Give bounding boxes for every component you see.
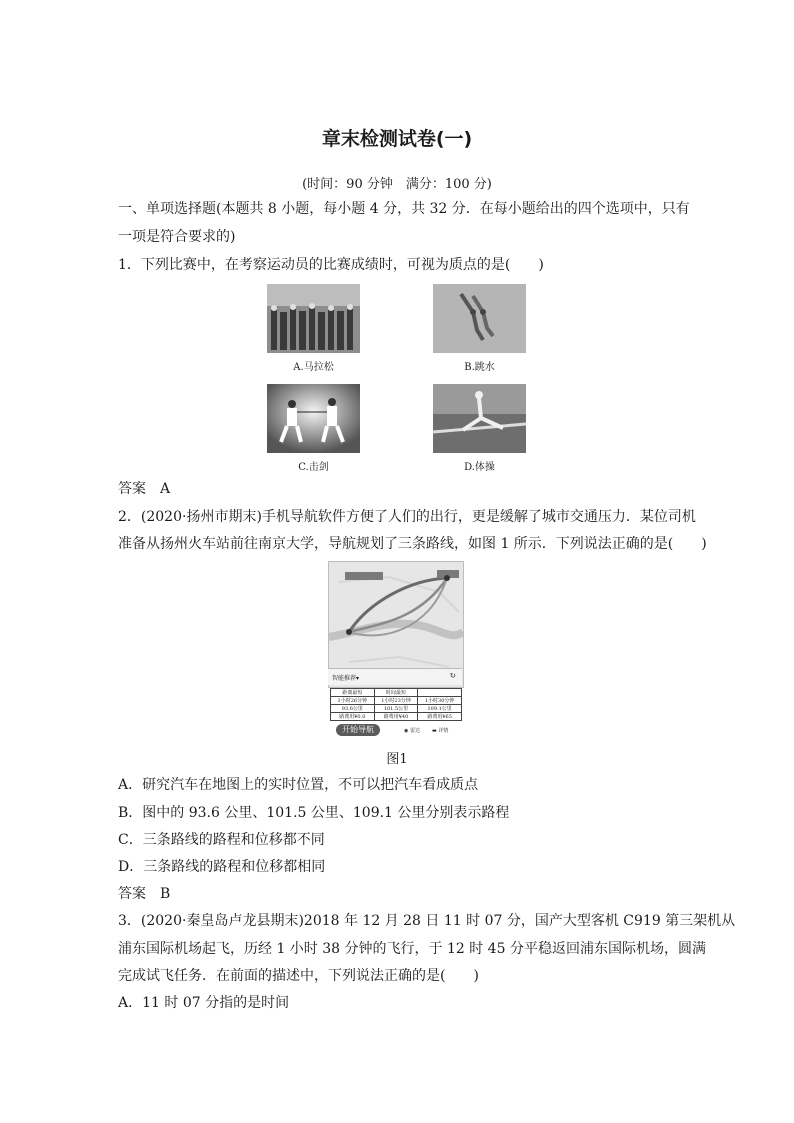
- route-table: [330, 688, 462, 721]
- route-dist-2: 101.5公里: [374, 705, 418, 713]
- start-navigation-button[interactable]: 开始导航: [336, 724, 380, 736]
- q3-stem-line2: 浦东国际机场起飞，历经 1 小时 38 分钟的飞行，于 12 时 45 分平稳返回浦东国际机场，圆满: [118, 941, 706, 957]
- route-time-1[interactable]: 1小时26分钟: [331, 697, 375, 705]
- refresh-icon[interactable]: ↻: [449, 671, 456, 680]
- caption-c: C.击剑: [298, 462, 329, 473]
- q2-answer: 答案 B: [118, 886, 171, 902]
- nav-mode-dropdown[interactable]: 智能推荐▾: [332, 675, 360, 682]
- q1-answer: 答案 A: [118, 481, 171, 497]
- gymnastics-photo: [433, 384, 526, 453]
- radar-toggle[interactable]: ◉ 雷达: [404, 728, 420, 734]
- section-heading-line1: 一、单项选择题(本题共 8 小题，每小题 4 分，共 32 分．在每小题给出的四个选项中，只有: [118, 201, 690, 217]
- page-title: 章末检测试卷(一): [321, 128, 473, 150]
- route-time-2[interactable]: 1小时23分钟: [374, 697, 418, 705]
- q3-stem-line1: 3．(2020·秦皇岛卢龙县期末)2018 年 12 月 28 日 11 时 07 分，国产大型客机 C919 第三架机从: [118, 913, 736, 929]
- q2-option-a: A．研究汽车在地图上的实时位置，不可以把汽车看成质点: [118, 777, 479, 793]
- route-header-3: [418, 689, 462, 697]
- route-time-3[interactable]: 1小时30分钟: [418, 697, 462, 705]
- q3-option-a: A．11 时 07 分指的是时间: [118, 995, 290, 1011]
- q2-option-d: D．三条路线的路程和位移都相同: [118, 859, 326, 875]
- route-dist-3: 109.1公里: [418, 705, 462, 713]
- route-header-1: 距离最短: [331, 689, 375, 697]
- caption-a: A.马拉松: [293, 362, 334, 373]
- q2-option-c: C．三条路线的路程和位移都不同: [118, 832, 325, 848]
- section-heading-line2: 一项是符合要求的): [118, 229, 236, 245]
- q3-stem-line3: 完成试飞任务．在前面的描述中，下列说法正确的是( ): [118, 968, 479, 984]
- q2-option-b: B．图中的 93.6 公里、101.5 公里、109.1 公里分别表示路程: [118, 805, 510, 821]
- diving-photo: [433, 284, 526, 353]
- route-dist-1: 93.6公里: [331, 705, 375, 713]
- q2-stem-line1: 2．(2020·扬州市期末)手机导航软件方便了人们的出行，更是缓解了城市交通压力．某位司机: [118, 509, 696, 525]
- marathon-photo: [267, 284, 360, 353]
- route-fee-3: 路费用¥65: [418, 713, 462, 721]
- q2-stem-line2: 准备从扬州火车站前往南京大学，导航规划了三条路线，如图 1 所示．下列说法正确的是( ): [118, 536, 707, 552]
- caption-b: B.跳水: [464, 362, 495, 373]
- figure-caption: 图1: [386, 752, 408, 767]
- route-fee-2: 路费用¥40: [374, 713, 418, 721]
- details-toggle[interactable]: ▬ 详情: [432, 728, 449, 734]
- exam-meta: (时间：90 分钟 满分：100 分): [302, 177, 492, 192]
- route-fee-1: 路费用¥0.0: [331, 713, 375, 721]
- caption-d: D.体操: [464, 462, 495, 473]
- route-header-2: 时间最短: [374, 689, 418, 697]
- map-nav-bar[interactable]: [328, 668, 462, 685]
- q1-stem: 1．下列比赛中，在考察运动员的比赛成绩时，可视为质点的是( ): [118, 257, 544, 273]
- fencing-photo: [267, 384, 360, 453]
